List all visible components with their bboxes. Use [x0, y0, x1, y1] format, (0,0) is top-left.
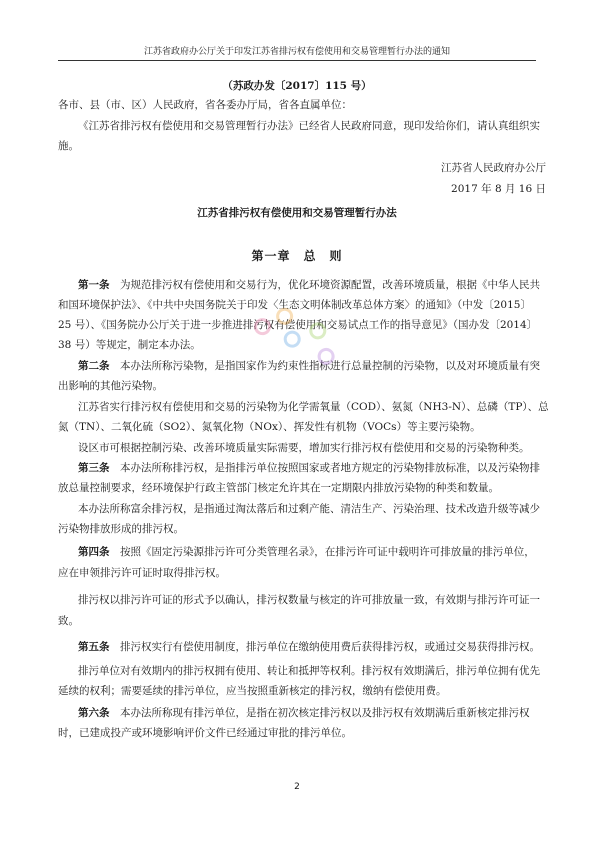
running-header: 江苏省政府办公厅关于印发江苏省排污权有偿使用和交易管理暂行办法的通知 — [143, 47, 450, 57]
article-5-line: 延续的权利；需要延续的排污单位，应当按照重新核定的排污权，缴纳有偿使用费。 — [58, 685, 447, 697]
notice-body-line: 《江苏省排污权有偿使用和交易管理暂行办法》已经省人民政府同意，现印发给你们，请认真组织实 — [78, 120, 540, 132]
article-4-line: 应在申领排污许可证时取得排污权。 — [58, 567, 226, 579]
article-3-line: 第三条 本办法所称排污权，是指排污单位按照国家或者地方规定的污染物排放标准，以及污染物排 — [78, 462, 540, 474]
article-6-line: 第六条 本办法所称现有排污单位，是指在初次核定排污权以及排污权有效期满后重新核定排污权 — [78, 707, 530, 719]
article-label: 第三条 — [78, 462, 110, 474]
article-3-line: 污染物排放形成的排污权。 — [58, 523, 184, 535]
page-number: 2 — [294, 782, 300, 792]
article-5-line: 排污单位对有效期内的排污权拥有使用、转让和抵押等权利。排污权有效期满后，排污单位拥有优先 — [78, 665, 540, 677]
issue-date: 2017 年 8 月 16 日 — [451, 183, 546, 195]
article-1-line: 25 号）、《国务院办公厅关于进一步推进排污权有偿使用和交易试点工作的指导意见》（国办发〔2014〕 — [58, 319, 538, 331]
article-3-line: 放总量控制要求，经环境保护行政主管部门核定允许其在一定期限内排放污染物的种类和数量。 — [58, 482, 499, 494]
article-label: 第四条 — [78, 546, 110, 558]
article-4-line: 致。 — [58, 615, 79, 627]
article-label: 第五条 — [78, 641, 110, 653]
article-2-line: 出影响的其他污染物。 — [58, 380, 163, 392]
article-1-line: 和国环境保护法》、《中共中央国务院关于印发〈生态文明体制改革总体方案〉的通知》（中发〔2015〕 — [58, 299, 531, 311]
article-5-line: 第五条 排污权实行有偿使用制度，排污单位在缴纳使用费后获得排污权，或通过交易获得排污权。 — [78, 641, 540, 653]
notice-body-line: 施。 — [58, 140, 79, 152]
article-4-line: 排污权以排污许可证的形式予以确认，排污权数量与核定的许可排放量一致，有效期与排污许可证一 — [78, 594, 540, 606]
article-2-line: 设区市可根据控制污染、改善环境质量实际需要，增加实行排污权有偿使用和交易的污染物种类。 — [78, 442, 530, 454]
chapter-heading: 第一章 总 则 — [251, 249, 343, 263]
article-label: 第六条 — [78, 707, 110, 719]
issuer: 江苏省人民政府办公厅 — [441, 162, 546, 174]
article-1-line: 第一条 为规范排污权有偿使用和交易行为，优化环境资源配置，改善环境质量，根据《中华人民共 — [78, 279, 540, 291]
article-4-line: 第四条 按照《固定污染源排污许可分类管理名录》，在排污许可证中载明许可排放量的排污单位， — [78, 546, 535, 558]
document-number: （苏政办发〔2017〕115 号） — [222, 80, 372, 92]
article-2-line: 江苏省实行排污权有偿使用和交易的污染物为化学需氧量（COD）、氨氮（NH3-N）、总磷（TP）、总 — [78, 401, 549, 413]
regulation-title: 江苏省排污权有偿使用和交易管理暂行办法 — [197, 207, 397, 219]
article-6-line: 时，已建成投产或环境影响评价文件已经通过审批的排污单位。 — [58, 727, 352, 739]
article-2-line: 氮（TN）、二氧化硫（SO2）、氮氧化物（NOx）、挥发性有机物（VOCs）等主要污染物。 — [58, 421, 481, 433]
article-3-line: 本办法所称富余排污权，是指通过淘汰落后和过剩产能、清洁生产、污染治理、技术改造升级等减少 — [78, 503, 540, 515]
article-label: 第二条 — [78, 360, 110, 372]
article-2-line: 第二条 本办法所称污染物，是指国家作为约束性指标进行总量控制的污染物，以及对环境质量有突 — [78, 360, 540, 372]
article-label: 第一条 — [78, 279, 110, 291]
article-1-line: 38 号）等规定，制定本办法。 — [58, 339, 201, 351]
recipients-line: 各市、县（市、区）人民政府，省各委办厅局，省各直属单位： — [58, 99, 352, 111]
header-divider — [58, 60, 536, 61]
